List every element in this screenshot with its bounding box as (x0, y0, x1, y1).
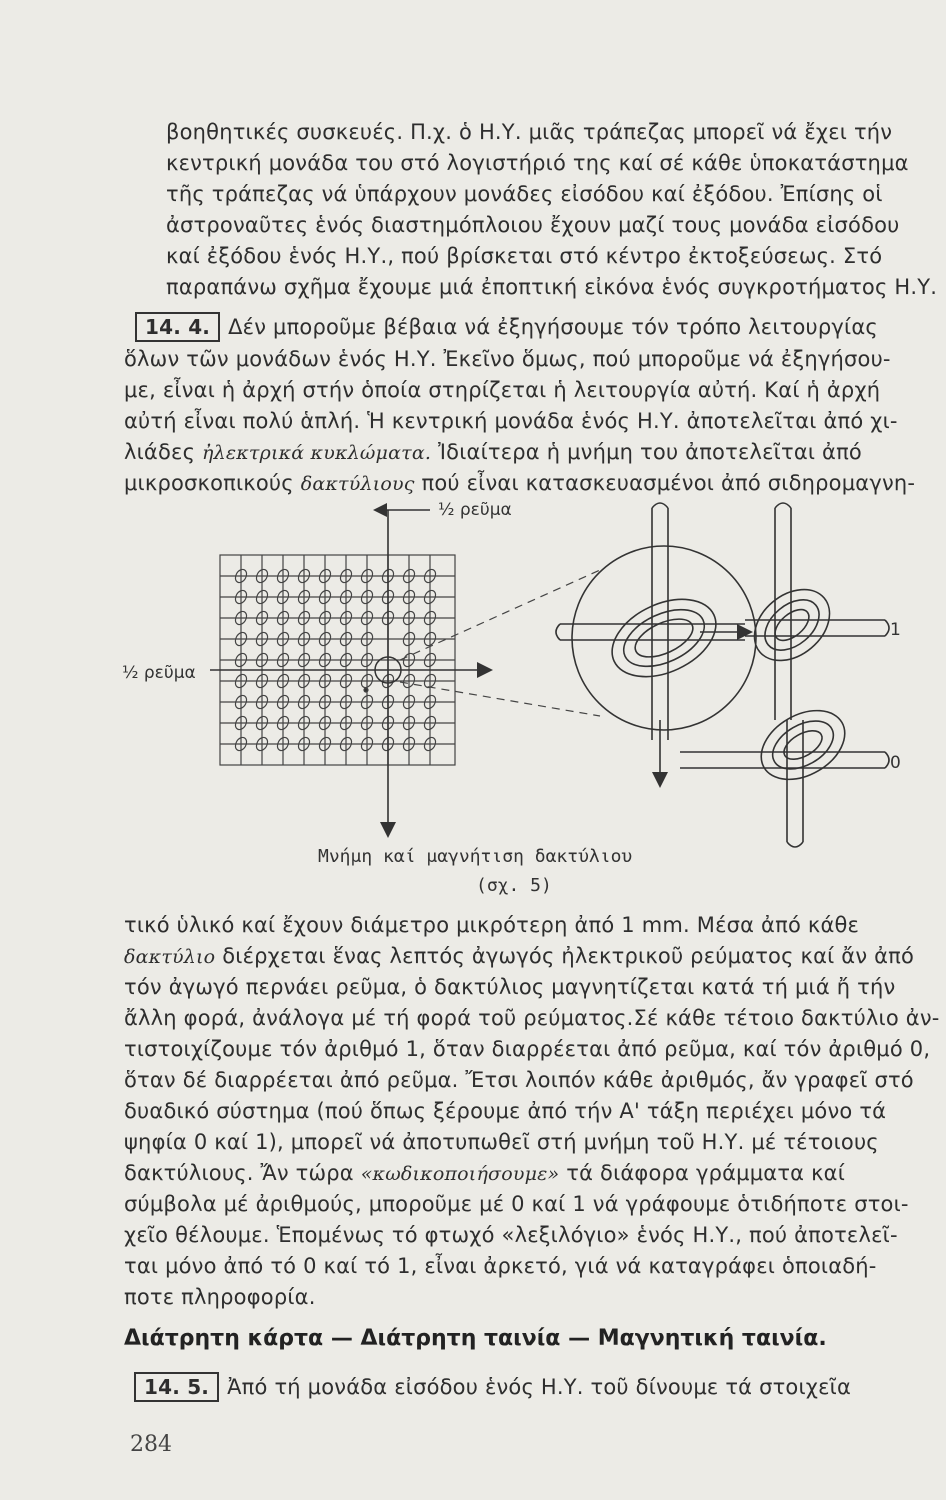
text-line: ὅταν δέ διαρρέεται ἀπό ρεῦμα. Ἔτσι λοιπόν κάθε ἀριθμός, ἄν γραφεῖ στό (124, 1068, 914, 1092)
text-line (124, 941, 914, 972)
label-zero: 0 (890, 753, 901, 773)
grid-horizontal-wires (220, 576, 455, 744)
text-line: σύμβολα μέ ἀριθμούς, μποροῦμε μέ 0 καί 1 νά γράφουμε ὁτιδήποτε στοι- (124, 1192, 909, 1216)
text-line: ἄλλη φορά, ἀνάλογα μέ τή φορά τοῦ ρεύματος.Σέ κάθε τέτοιο δακτύλιο ἀν- (124, 1006, 940, 1030)
text-line: τιστοιχίζουμε τόν ἀριθμό 1, ὅταν διαρρέεται ἀπό ρεῦμα, καί τόν ἀριθμό 0, (124, 1037, 931, 1061)
text-span: λιάδες (124, 440, 196, 464)
text-line: παραπάνω σχῆμα ἔχουμε μιά ἐποπτική εἰκόνα ἑνός συγκροτήματος Η.Υ. (166, 275, 938, 299)
text-line: δυαδικό σύστημα (πού ὅπως ξέρουμε ἀπό τήν Α' τάξη περιέχει μόνο τά (124, 1099, 887, 1123)
core-zero (680, 697, 889, 847)
text-line: ὅλων τῶν μονάδων ἑνός Η.Υ. Ἐκεῖνο ὅμως, πού μποροῦμε νά ἐξηγήσου- (124, 347, 891, 371)
text-line: ψηφία 0 καί 1), μπορεῖ νά ἀποτυπωθεῖ στή μνήμη τοῦ Η.Υ. μέ τέτοιους (124, 1130, 879, 1154)
text-line: αὐτή εἶναι πολύ ἁπλή. Ἡ κεντρική μονάδα ἑνός Η.Υ. ἀποτελεῖται ἀπό χι- (124, 409, 898, 433)
text-line: τῆς τράπεζας νά ὑπάρχουν μονάδες εἰσόδου καί ἐξόδου. Ἐπίσης οἱ (166, 182, 883, 206)
text-line (124, 437, 862, 468)
text-line: ποτε πληροφορία. (124, 1285, 316, 1309)
section-number-14-5: 14. 5. (134, 1372, 219, 1402)
text-span: διέρχεται ἕνας λεπτός ἀγωγός ἠλεκτρικοῦ ρεύματος καί ἄν ἀπό (222, 944, 915, 968)
text-line: καί ἐξόδου ἑνός Η.Υ., πού βρίσκεται στό κέντρο ἐκτοξεύσεως. Στό (166, 244, 883, 268)
section-number-14-4: 14. 4. (135, 312, 220, 342)
text-line: χεῖο θέλουμε. Ἑπομένως τό φτωχό «λεξιλόγιο» ἑνός Η.Υ., πού ἀποτελεῖ- (124, 1223, 898, 1247)
section-14-5-first-line (134, 1372, 851, 1402)
text-line: ἀστροναῦτες ἑνός διαστημόπλοιου ἔχουν μαζί τους μονάδα εἰσόδου (166, 213, 900, 237)
text-line: Δέν μποροῦμε βέβαια νά ἐξηγήσουμε τόν τρόπο λειτουργίας (228, 315, 878, 339)
page-number: 284 (130, 1432, 172, 1457)
italic-term: δακτύλιο (124, 946, 216, 968)
section-heading: Διάτρητη κάρτα — Διάτρητη ταινία — Μαγνητική ταινία. (124, 1326, 827, 1351)
text-span: δακτύλιους. Ἄν τώρα (124, 1161, 354, 1185)
label-one: 1 (890, 620, 901, 640)
figure-caption: Μνήμη καί μαγνήτιση δακτύλιου (318, 846, 633, 867)
text-line (124, 1158, 845, 1189)
figure-number: (σχ. 5) (476, 875, 552, 896)
core-dot (364, 688, 368, 692)
label-half-current-top: ½ ρεῦμα (438, 500, 512, 520)
text-line: Ἀπό τή μονάδα εἰσόδου ἑνός Η.Υ. τοῦ δίνουμε τά στοιχεῖα (227, 1375, 852, 1399)
italic-term: ἠλεκτρικά κυκλώματα. (202, 442, 432, 464)
core-one (741, 503, 889, 720)
section-14-4-first-line (135, 312, 878, 342)
italic-term: δακτύλιους (300, 473, 415, 495)
text-line: με, εἶναι ἡ ἀρχή στήν ὁποία στηρίζεται ἡ λειτουργία αὐτή. Καί ἡ ἀρχή (124, 378, 881, 402)
italic-term: «κωδικοποιήσουμε» (360, 1163, 560, 1185)
text-span: πού εἶναι κατασκευασμένοι ἀπό σιδηρομαγνη- (421, 471, 916, 495)
text-span: τά διάφορα γράμματα καί (566, 1161, 846, 1185)
magnified-core (556, 503, 756, 780)
text-span: μικροσκοπικούς (124, 471, 294, 495)
text-line: βοηθητικές συσκευές. Π.χ. ὁ Η.Υ. μιᾶς τράπεζας μπορεῖ νά ἔχει τήν (166, 120, 893, 144)
label-half-current-left: ½ ρεῦμα (122, 663, 196, 683)
text-span: Ἰδιαίτερα ἡ μνήμη του ἀποτελεῖται ἀπό (438, 440, 862, 464)
text-line: τικό ὑλικό καί ἔχουν διάμετρο μικρότερη ἀπό 1 mm. Μέσα ἀπό κάθε (124, 913, 860, 937)
text-line: ται μόνο ἀπό τό 0 καί τό 1, εἶναι ἀρκετό, γιά νά καταγράφει ὁποιαδή- (124, 1254, 877, 1278)
text-line: κεντρική μονάδα του στό λογιστήριό της καί σέ κάθε ὑποκατάστημα (166, 151, 909, 175)
text-line: τόν ἀγωγό περνάει ρεῦμα, ὁ δακτύλιος μαγνητίζεται κατά τή μιά ἤ τήν (124, 975, 896, 999)
